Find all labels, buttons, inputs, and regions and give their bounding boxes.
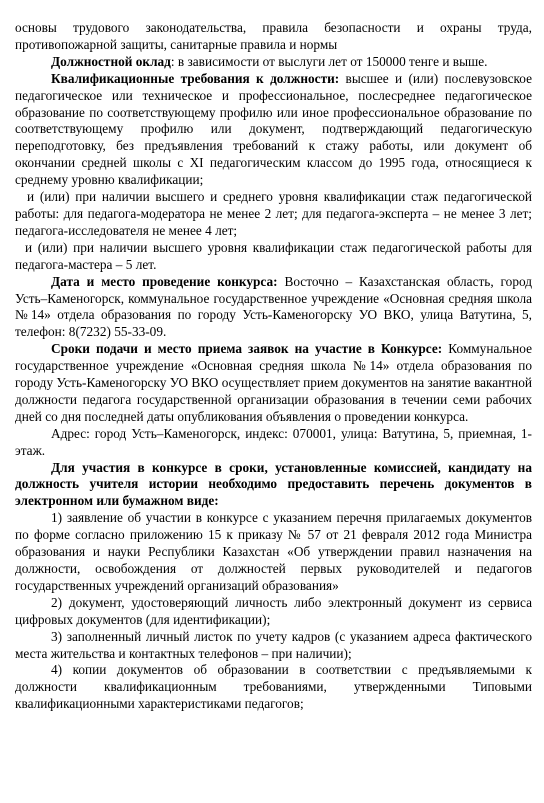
- qualification-heading: Квалификационные требования к должности:: [51, 70, 340, 86]
- contest-date-heading: Дата и место проведение конкурса:: [51, 273, 278, 289]
- paragraph-address: [15, 426, 532, 460]
- application-deadlines-text: Коммунальное государственное учреждение «Основная средняя школа №14» отдела образования по городу Усть-Каменогорску УО ВКО осуществляет прием документов на занятие вакантной должности педагога государственной организации образования в течении семи рабочих дней со дня последней даты опубликования объявления о проведении конкурса.: [15, 341, 532, 424]
- document-page: [15, 20, 532, 713]
- salary-text: : в зависимости от выслуги лет от 150000 тенге и выше.: [170, 53, 488, 69]
- list-item-application: [15, 510, 532, 595]
- application-deadlines-heading: Сроки подачи и место приема заявок на участие в Конкурсе:: [51, 341, 443, 357]
- paragraph-contest-date-place: [15, 274, 532, 342]
- list-item-personnel-sheet: [15, 629, 532, 663]
- paragraph-salary: [15, 54, 532, 71]
- qualification-text: высшее и (или) послевузовское педагогическое или техническое и профессиональное, послесреднее педагогическое образование по соответствующему профилю или иное профессиональное образование по соответствующему профилю или документ, подтверждающий педагогическую переподготовку, без предъявления требований к стажу работы, или документ об окончании средней школы с XI педагогическим классом до 1995 года, относящиеся к среднему уровню квалификации;: [15, 70, 532, 188]
- paragraph-labor-law: [15, 20, 532, 54]
- paragraph-text: основы трудового законодательства, правила безопасности и охраны труда, противопожарной защиты, санитарные правила и нормы: [15, 20, 532, 52]
- paragraph-text: и (или) при наличии высшего уровня квалификации стаж педагогической работы для педагога-мастера – 5 лет.: [15, 239, 532, 272]
- paragraph-master-requirements: [15, 240, 532, 274]
- list-item-education-documents: [15, 662, 532, 713]
- paragraph-application-deadlines: [15, 341, 532, 426]
- address-text: Адрес: город Усть–Каменогорск, индекс: 070001, улица: Ватутина, 5, приемная, 1- этаж.: [15, 425, 532, 458]
- paragraph-documents-intro: [15, 460, 532, 511]
- list-item-text: 1) заявление об участии в конкурсе с указанием перечня прилагаемых документов по форме согласно приложению 15 к приказу № 57 от 21 февраля 2012 года Министра образования и науки Республики Казахстан «Об утверждении правил назначения на должности, освобождения от должностей первых руководителей и педагогов государственных учреждений организаций образования»: [15, 510, 532, 593]
- documents-intro-heading: Для участия в конкурсе в сроки, установленные комиссией, кандидату на должность учителя истории необходимо предоставить перечень документов в электронном или бумажном виде:: [15, 459, 532, 509]
- list-item-text: 3) заполненный личный листок по учету кадров (с указанием адреса фактического места жительства и контактных телефонов – при наличии);: [15, 628, 532, 661]
- salary-heading: Должностной оклад: [51, 53, 171, 69]
- paragraph-qualification: [15, 71, 532, 189]
- contest-date-text: Восточно – Казахстанская область, город Усть–Каменогорск, коммунальное государственное учреждение «Основная средняя школа №14» отдела образования по городу Усть-Каменогорску УО ВКО, улица Ватутина, 5, телефон: 8(7232) 55-33-09.: [15, 273, 532, 340]
- paragraph-text: и (или) при наличии высшего и среднего уровня квалификации стаж педагогической работы: для педагога-модератора не менее 2 лет; для педагога-эксперта – не менее 3 лет; педагога-исследователя не менее 4 лет;: [15, 189, 532, 238]
- list-item-text: 2) документ, удостоверяющий личность либо электронный документ из сервиса цифровых документов (для идентификации);: [15, 594, 532, 627]
- paragraph-experience-requirements: [15, 189, 532, 240]
- list-item-identity-document: [15, 595, 532, 629]
- list-item-text: 4) копии документов об образовании в соответствии с предъявляемыми к должности квалификационным требованиями, утвержденными Типовыми квалификационными характеристиками педагогов;: [15, 662, 532, 712]
